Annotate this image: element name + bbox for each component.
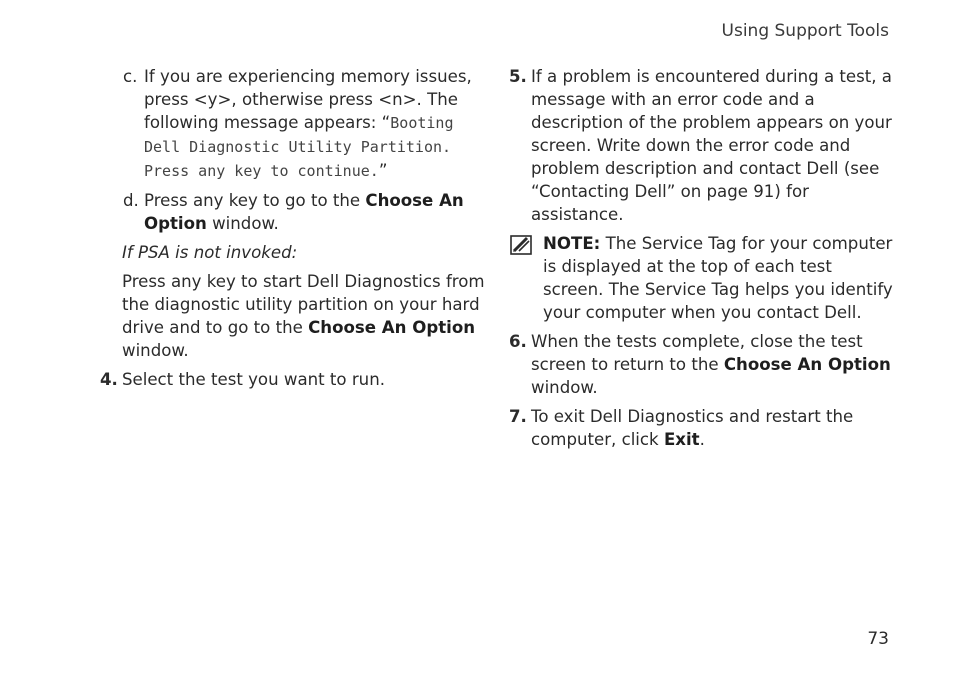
psa-heading: If PSA is not invoked: — [122, 243, 298, 262]
note-label: NOTE: — [543, 234, 601, 253]
step-6-text — [531, 330, 894, 399]
step-4-label: 4. — [100, 370, 118, 389]
step-4-text: Select the test you want to run. — [122, 370, 385, 389]
step-c-text-after: ” — [378, 161, 388, 180]
step-7-text-after: . — [699, 430, 705, 449]
psa-paragraph — [122, 270, 485, 362]
left-column — [100, 65, 485, 397]
choose-option-term: Choose An Option — [723, 355, 891, 374]
step-7-label: 7. — [509, 407, 527, 426]
step-6 — [509, 330, 894, 399]
step-6-text-before: When the tests complete, close the test screen to return to the — [531, 332, 863, 374]
step-5-text: If a problem is encountered during a test, a message with an error code and a description of the problem appears on your screen. Write down the error code and problem description and contact Dell (see “Contacting Dell” on page 91) for assistance. — [531, 67, 892, 224]
step-d-label: d. — [123, 191, 139, 210]
running-header: Using Support Tools — [721, 21, 889, 41]
note-text — [543, 232, 894, 324]
psa-text-before: Press any key to start Dell Diagnostics from the diagnostic utility partition on your hard drive and to go to the — [122, 272, 485, 337]
step-6-label: 6. — [509, 332, 527, 351]
page-number: 73 — [867, 629, 889, 649]
step-5-label: 5. — [509, 67, 527, 86]
right-column — [509, 65, 894, 457]
exit-term: Exit — [663, 430, 700, 449]
note-body: The Service Tag for your computer is displayed at the top of each test screen. The Service Tag helps you identify your computer when you contact Dell. — [543, 234, 893, 322]
step-7 — [509, 405, 894, 451]
step-4 — [100, 368, 485, 391]
step-d — [100, 189, 485, 235]
step-c-text — [144, 65, 485, 183]
note-pencil-icon — [510, 235, 532, 255]
choose-option-term: Choose An Option — [308, 318, 476, 337]
note-block — [509, 232, 894, 324]
step-5 — [509, 65, 894, 226]
choose-option-term: Choose An Option — [144, 191, 464, 233]
step-6-text-after: window. — [531, 378, 598, 397]
step-c-label: c. — [123, 67, 138, 86]
boot-message: Booting Dell Diagnostic Utility Partition. Press any key to continue. — [144, 114, 454, 180]
step-7-text-before: To exit Dell Diagnostics and restart the computer, click — [531, 407, 854, 449]
step-d-text-after: window. — [206, 214, 279, 233]
step-d-text-before: Press any key to go to the — [144, 191, 366, 210]
step-c — [100, 65, 485, 183]
step-c-text-before: If you are experiencing memory issues, press <y>, otherwise press <n>. The following message appears: “ — [144, 67, 472, 132]
step-7-text — [531, 405, 894, 451]
step-d-text — [144, 189, 485, 235]
psa-text-after: window. — [122, 341, 189, 360]
